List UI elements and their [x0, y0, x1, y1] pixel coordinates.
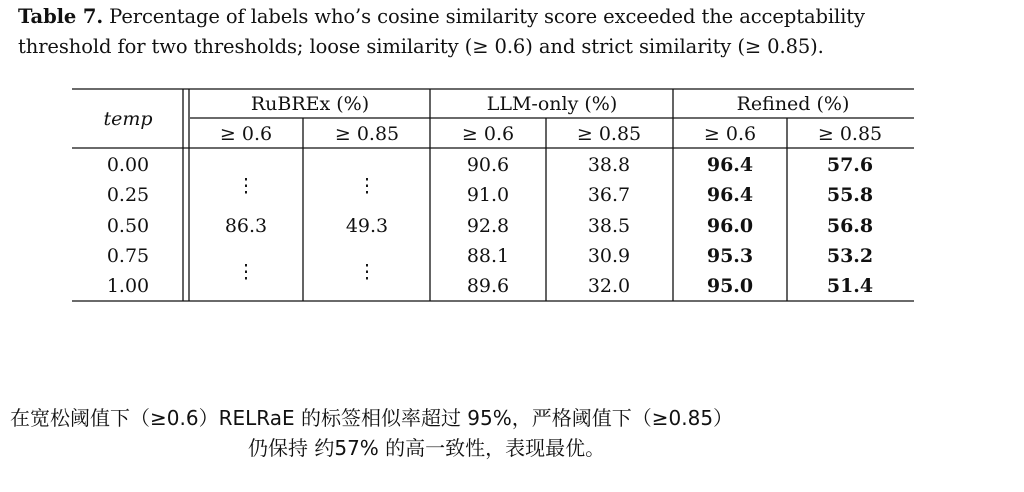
subheader-llm-strict: ≥ 0.85	[576, 123, 642, 145]
llm-strict-cell: 36.7	[587, 184, 631, 206]
refined-loose-cell: 95.0	[706, 275, 754, 297]
refined-loose-cell: 95.3	[706, 245, 754, 267]
subheader-llm-loose: ≥ 0.6	[461, 123, 515, 145]
refined-strict-cell: 51.4	[826, 275, 874, 297]
refined-strict-cell: 57.6	[826, 154, 874, 176]
temp-cell: 0.75	[106, 245, 150, 267]
llm-loose-cell: 90.6	[466, 154, 510, 176]
chinese-note-line-2: 仍保持 约57% 的高一致性，表现最优。	[248, 436, 606, 460]
temp-header: temp	[103, 108, 153, 130]
llm-loose-cell: 88.1	[466, 245, 510, 267]
rubrex-strict-value: 49.3	[345, 215, 389, 237]
llm-strict-cell: 38.8	[587, 154, 631, 176]
refined-strict-cell: 55.8	[826, 184, 874, 206]
subheader-refined-strict: ≥ 0.85	[817, 123, 883, 145]
llm-loose-cell: 89.6	[466, 275, 510, 297]
llm-strict-cell: 38.5	[587, 215, 631, 237]
subheader-rubrex-strict: ≥ 0.85	[334, 123, 400, 145]
rubrex-loose-vdots-top: ⋮	[236, 175, 256, 197]
caption-label: Table 7.	[18, 5, 104, 28]
llm-loose-cell: 92.8	[466, 215, 510, 237]
group-header-refined: Refined (%)	[736, 93, 850, 115]
rubrex-strict-vdots-bottom: ⋮	[357, 261, 377, 283]
rubrex-loose-value: 86.3	[224, 215, 268, 237]
llm-strict-cell: 30.9	[587, 245, 631, 267]
rubrex-strict-vdots-top: ⋮	[357, 175, 377, 197]
temp-cell: 0.25	[106, 184, 150, 206]
refined-loose-cell: 96.4	[706, 154, 754, 176]
temp-cell: 0.00	[106, 154, 150, 176]
group-header-llm-only: LLM-only (%)	[486, 93, 618, 115]
temp-cell: 0.50	[106, 215, 150, 237]
refined-loose-cell: 96.0	[706, 215, 754, 237]
llm-strict-cell: 32.0	[587, 275, 631, 297]
refined-strict-cell: 56.8	[826, 215, 874, 237]
rubrex-loose-vdots-bottom: ⋮	[236, 261, 256, 283]
temp-cell: 1.00	[106, 275, 150, 297]
subheader-refined-loose: ≥ 0.6	[703, 123, 757, 145]
refined-loose-cell: 96.4	[706, 184, 754, 206]
caption-text-1: Percentage of labels who’s cosine similarity score exceeded the acceptability	[103, 5, 865, 28]
subheader-rubrex-loose: ≥ 0.6	[219, 123, 273, 145]
caption-line-2: threshold for two thresholds; loose similarity (≥ 0.6) and strict similarity (≥ 0.85).	[18, 35, 824, 58]
group-header-rubrex: RuBREx (%)	[250, 93, 370, 115]
chinese-note-line-1: 在宽松阈值下（≥0.6）RELRaE 的标签相似率超过 95%，严格阈值下（≥0.85）	[10, 406, 734, 430]
llm-loose-cell: 91.0	[466, 184, 510, 206]
refined-strict-cell: 53.2	[826, 245, 874, 267]
